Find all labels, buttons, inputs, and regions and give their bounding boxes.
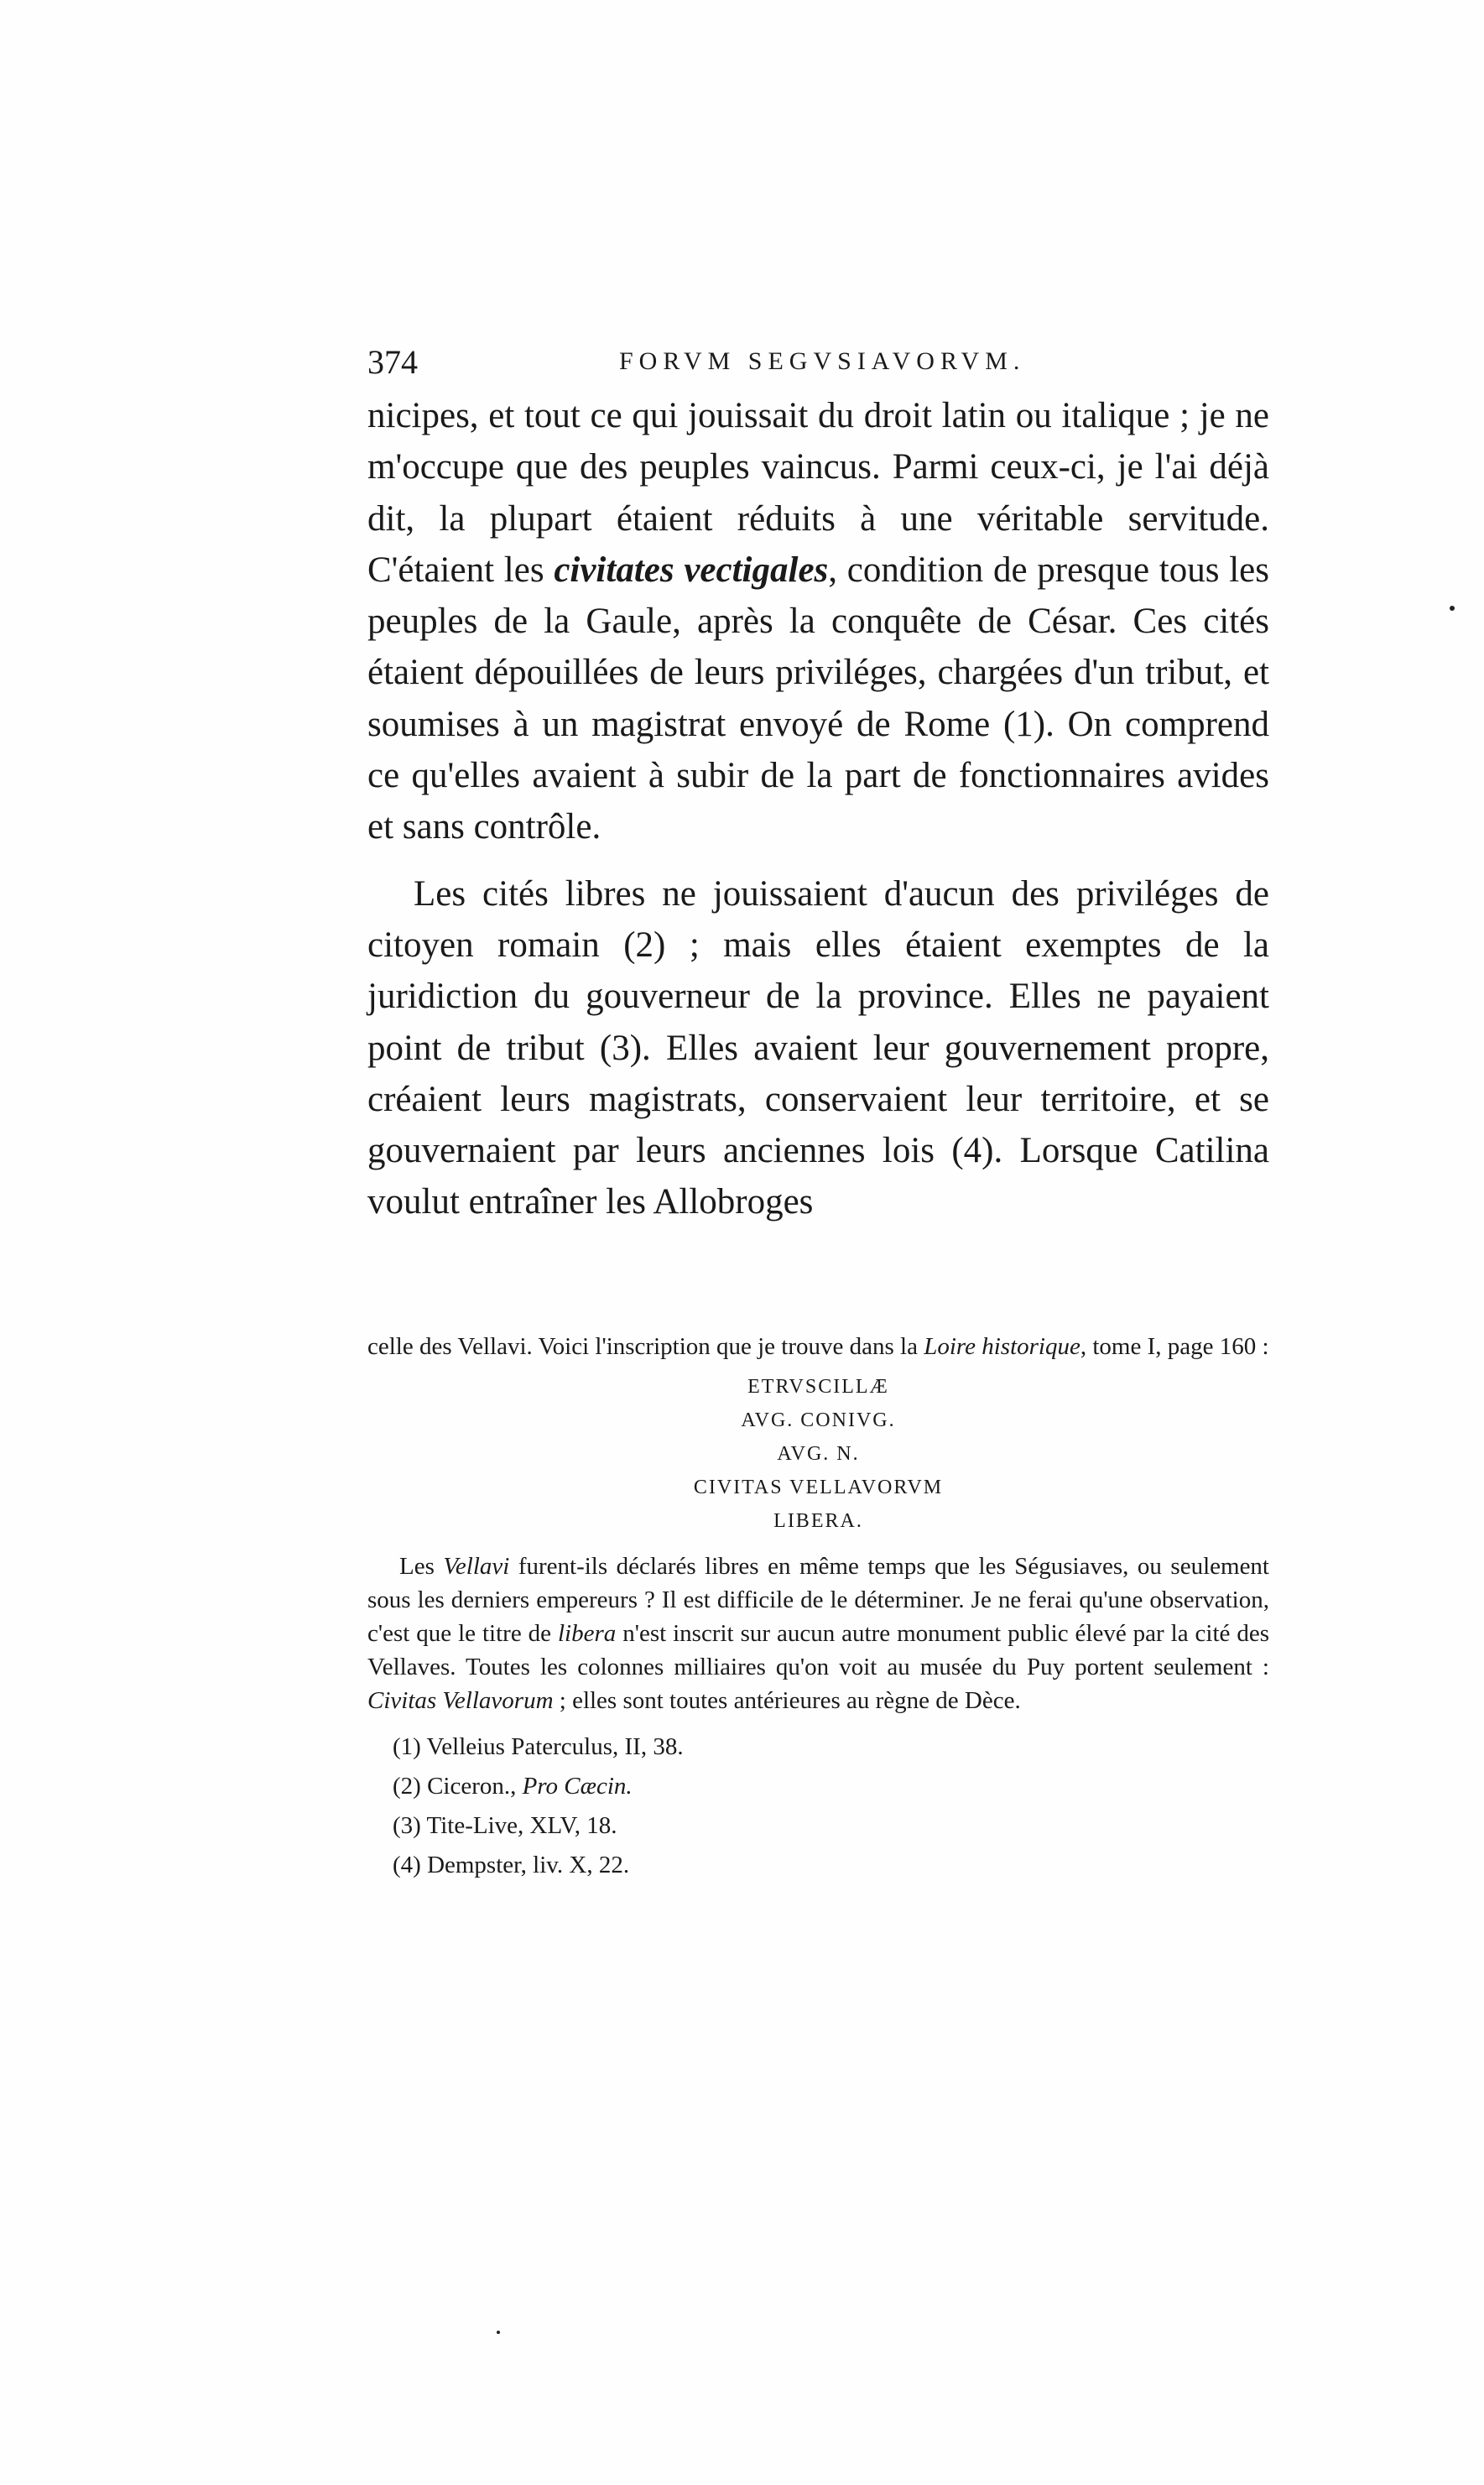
running-head — [367, 342, 1269, 393]
paragraph-1-emphasis: civitates vectigales — [554, 550, 829, 590]
commentary-emphasis-1: Vellavi — [443, 1553, 510, 1580]
main-text — [367, 390, 1269, 1228]
ink-speck — [1450, 606, 1455, 611]
commentary-part-c: n'est inscrit sur aucun autre monument public élevé par la cité des Vellaves. Toutes les colonnes milliaires qu'on voit au musée du Puy portent seulement : — [367, 1620, 1269, 1680]
paragraph-1-part-a: nicipes, et tout ce qui jouissait du droit latin ou italique ; je ne m'occupe que des peuples vaincus. Parmi ceux-ci, je l'ai déjà dit, la plupart étaient réduits à une véritable servitude. C'étaient les — [367, 396, 1269, 590]
notes-section — [367, 1330, 1269, 1885]
commentary-part-b: furent-ils déclarés libres en même temps que les Ségusiaves, ou seulement sous les derniers empereurs ? Il est difficile de le déterminer. Je ne ferai qu'une observation, c'est que le titre de — [367, 1553, 1269, 1647]
page-number: 374 — [367, 343, 418, 381]
inscription-line-3: AVG. N. — [777, 1443, 860, 1465]
note-intro-part-b: , tome I, page 160 : — [1080, 1333, 1269, 1360]
paragraph-1-part-b: , condition de presque tous les peuples de la Gaule, après la conquête de César. Ces cités étaient dépouillées de leurs priviléges, chargées d'un tribut, et soumises à un magistrat envoyé de Rome (1). On comprend ce qu'elles avaient à subir de la part de fonctionnaires avides et sans contrôle. — [367, 550, 1269, 847]
note-intro-part-a: celle des Vellavi. Voici l'inscription que je trouve dans la — [367, 1333, 924, 1360]
footnote-2 — [393, 1767, 1269, 1806]
footnote-2-emphasis: Pro Cæcin. — [522, 1773, 633, 1800]
note-intro — [367, 1330, 1269, 1363]
footnote-list — [367, 1727, 1269, 1885]
inscription-line-1: ETRVSCILLÆ — [747, 1376, 889, 1398]
note-intro-emphasis: Loire historique — [924, 1333, 1080, 1360]
running-title: FORVM SEGVSIAVORVM. — [619, 347, 1026, 375]
commentary-part-a: Les — [399, 1553, 444, 1580]
commentary-emphasis-2: libera — [557, 1620, 617, 1647]
commentary-part-d: ; elles sont toutes antérieures au règne de Dèce. — [553, 1687, 1021, 1714]
paragraph-2: Les cités libres ne jouissaient d'aucun des priviléges de citoyen romain (2) ; mais elles étaient exemptes de la juridiction du gouverneur de la province. Elles ne payaient point de tribut (3). Elles avaient leur gouvernement propre, créaient leurs magistrats, conservaient leur territoire, et se gouvernaient par leurs anciennes lois (4). Lorsque Catilina voulut entraîner les Allobroges — [367, 873, 1269, 1222]
footnote-1: (1) Velleius Paterculus, II, 38. — [393, 1733, 684, 1760]
inscription — [367, 1370, 1269, 1538]
paragraph-1 — [367, 390, 1269, 853]
inscription-line-2: AVG. CONIVG. — [741, 1409, 896, 1431]
footnote-3: (3) Tite-Live, XLV, 18. — [393, 1812, 617, 1839]
footnote-2-part-a: (2) Ciceron., — [393, 1773, 523, 1800]
ink-speck — [497, 2331, 500, 2334]
commentary-emphasis-3: Civitas Vellavorum — [367, 1687, 554, 1714]
inscription-line-4: CIVITAS VELLAVORVM — [693, 1477, 944, 1498]
note-commentary — [367, 1550, 1269, 1717]
inscription-line-5: LIBERA. — [773, 1510, 863, 1532]
footnote-4: (4) Dempster, liv. X, 22. — [393, 1852, 630, 1878]
